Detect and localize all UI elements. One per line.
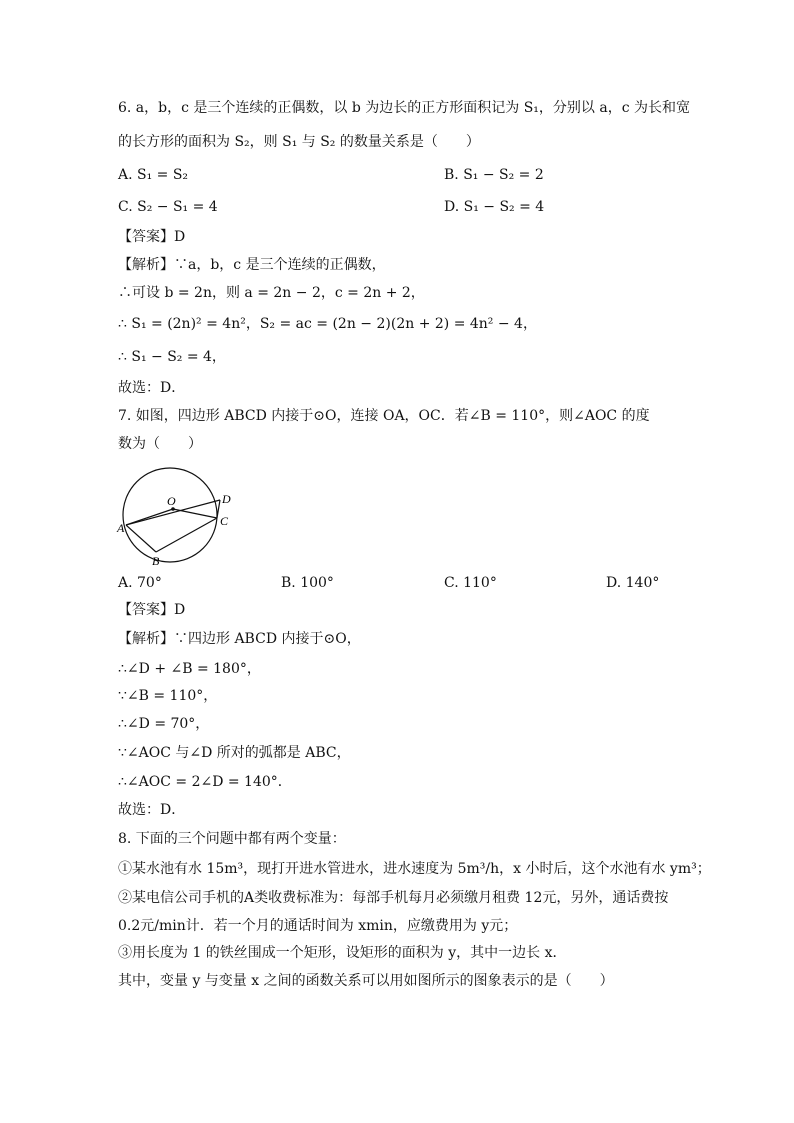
- q6-analysis-line: 【解析】∵a，b，c 是三个连续的正偶数，: [118, 257, 386, 273]
- q8-item: 其中，变量 y 与变量 x 之间的函数关系可以用如图所示的图象表示的是（ ）: [118, 973, 614, 989]
- q7-analysis-line: 【解析】∵四边形 ABCD 内接于⊙O，: [118, 631, 361, 647]
- q6-analysis-line: ∴ S₁ = (2n)² = 4n²，S₂ = ac = (2n − 2)(2n + 2) = 4n² − 4，: [118, 316, 537, 332]
- q8-stem: 8. 下面的三个问题中都有两个变量：: [118, 831, 346, 847]
- q7-answer: 【答案】D: [118, 602, 186, 618]
- circle-quadrilateral-figure: [116, 462, 236, 572]
- label-a: A: [117, 521, 125, 535]
- q7-analysis-line: ∴∠D + ∠B = 180°，: [118, 661, 261, 677]
- q6-analysis-line: ∴可设 b = 2n，则 a = 2n − 2，c = 2n + 2，: [118, 285, 425, 301]
- label-d: D: [222, 492, 231, 506]
- q8-item: ①某水池有水 15m³，现打开进水管进水，进水速度为 5m³/h，x 小时后，这个水池有水 ym³；: [118, 861, 711, 877]
- q8-item: ②某电信公司手机的A类收费标准为：每部手机每月必须缴月租费 12元，另外，通话费按: [118, 890, 669, 906]
- q7-stem-line2: 数为（ ）: [118, 436, 202, 452]
- q6-analysis-line: 故选：D．: [118, 380, 186, 396]
- q8-item: ③用长度为 1 的铁丝围成一个矩形，设矩形的面积为 y，其中一边长 x．: [118, 945, 567, 961]
- q7-option-d: D. 140°: [606, 575, 660, 591]
- q7-analysis-line: ∴∠D = 70°，: [118, 716, 210, 732]
- q6-option-c: C. S₂ − S₁ = 4: [118, 199, 218, 215]
- q6-option-d: D. S₁ − S₂ = 4: [444, 199, 545, 215]
- q6-answer: 【答案】D: [118, 229, 186, 245]
- q6-option-a: A. S₁ = S₂: [118, 167, 189, 183]
- segment-cb: [156, 518, 217, 552]
- q6-stem-line1: 6. a，b，c 是三个连续的正偶数，以 b 为边长的正方形面积记为 S₁，分别以 a，c 为长和宽: [118, 100, 691, 116]
- q6-analysis-line: ∴ S₁ − S₂ = 4，: [118, 349, 226, 365]
- label-b: B: [152, 554, 160, 568]
- label-c: C: [220, 514, 229, 528]
- q6-option-b: B. S₁ − S₂ = 2: [444, 167, 544, 183]
- q7-stem-line1: 7. 如图，四边形 ABCD 内接于⊙O，连接 OA，OC．若∠B = 110°，则∠AOC 的度: [118, 408, 650, 424]
- segment-ab: [126, 525, 156, 552]
- q7-option-a: A. 70°: [118, 575, 162, 591]
- label-o: O: [167, 494, 176, 508]
- q7-analysis-line: 故选：D．: [118, 802, 186, 818]
- q7-option-c: C. 110°: [444, 575, 497, 591]
- q8-item: 0.2元/min计．若一个月的通话时间为 xmin，应缴费用为 y元；: [118, 918, 518, 934]
- q6-stem-line2: 的长方形的面积为 S₂，则 S₁ 与 S₂ 的数量关系是（ ）: [118, 134, 480, 150]
- q7-analysis-line: ∵∠B = 110°，: [118, 688, 218, 704]
- q7-analysis-line: ∵∠AOC 与∠D 所对的弧都是 ABC，: [118, 745, 351, 761]
- q7-option-b: B. 100°: [281, 575, 334, 591]
- q7-analysis-line: ∴∠AOC = 2∠D = 140°．: [118, 774, 292, 790]
